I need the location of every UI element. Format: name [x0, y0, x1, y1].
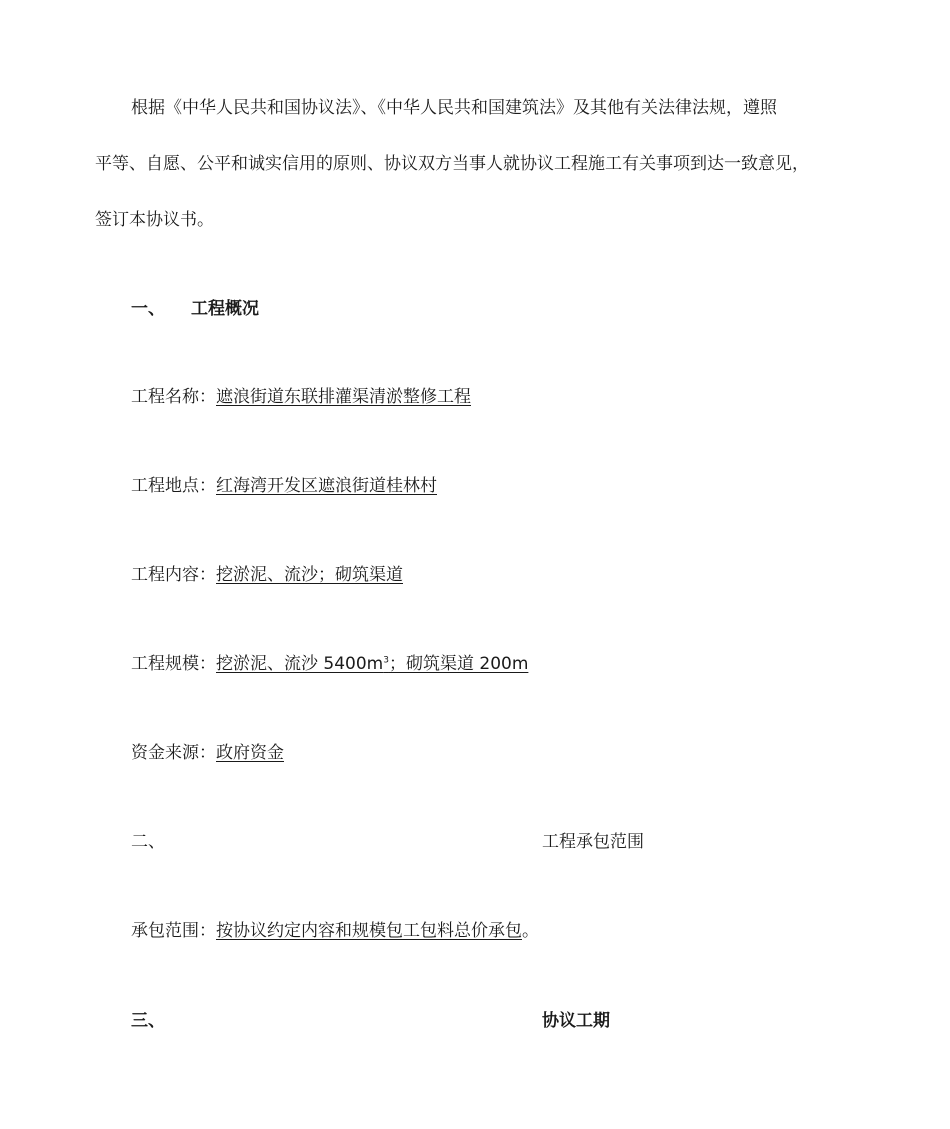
- intro-paragraph-line-1: 根据《中华人民共和国协议法》、《中华人民共和国建筑法》及其他有关法律法规，遵照: [131, 98, 777, 118]
- field-value: 政府资金: [216, 743, 284, 763]
- intro-paragraph-line-3: 签订本协议书。: [95, 210, 214, 230]
- field-contract-scope: [131, 919, 539, 943]
- field-project-content: [131, 563, 403, 587]
- field-trailing-punctuation: 。: [522, 921, 539, 941]
- field-value: 遮浪街道东联排灌渠清淤整修工程: [216, 387, 471, 407]
- field-fund-source: [131, 741, 284, 765]
- field-label: 资金来源：: [131, 743, 216, 763]
- section-number: 一、: [131, 299, 165, 319]
- field-label: 工程内容：: [131, 565, 216, 585]
- superscript-three: 3: [383, 655, 389, 666]
- field-value: [216, 654, 528, 674]
- section-title: 工程概况: [191, 299, 259, 319]
- section-heading-1: [131, 297, 259, 321]
- scale-value-part-b: ；砌筑渠道 200m: [388, 654, 529, 674]
- field-value: 红海湾开发区遮浪街道桂林村: [216, 476, 437, 496]
- field-value: 按协议约定内容和规模包工包料总价承包: [216, 921, 522, 941]
- field-label: 工程规模：: [131, 654, 216, 674]
- field-label: 承包范围：: [131, 921, 216, 941]
- scale-value-part-a: 挖淤泥、流沙 5400m: [216, 654, 384, 674]
- field-label: 工程名称：: [131, 387, 216, 407]
- field-label: 工程地点：: [131, 476, 216, 496]
- field-value: 挖淤泥、流沙；砌筑渠道: [216, 565, 403, 585]
- section-number-2: 二、: [131, 832, 165, 852]
- section-title-3: 协议工期: [542, 1011, 610, 1031]
- section-title-2: 工程承包范围: [542, 832, 644, 852]
- intro-paragraph-line-2: 平等、自愿、公平和诚实信用的原则、协议双方当事人就协议工程施工有关事项到达一致意见，: [95, 154, 809, 174]
- field-project-name: [131, 385, 471, 409]
- field-project-location: [131, 474, 437, 498]
- field-project-scale: [131, 652, 528, 676]
- section-number-3: 三、: [131, 1011, 165, 1031]
